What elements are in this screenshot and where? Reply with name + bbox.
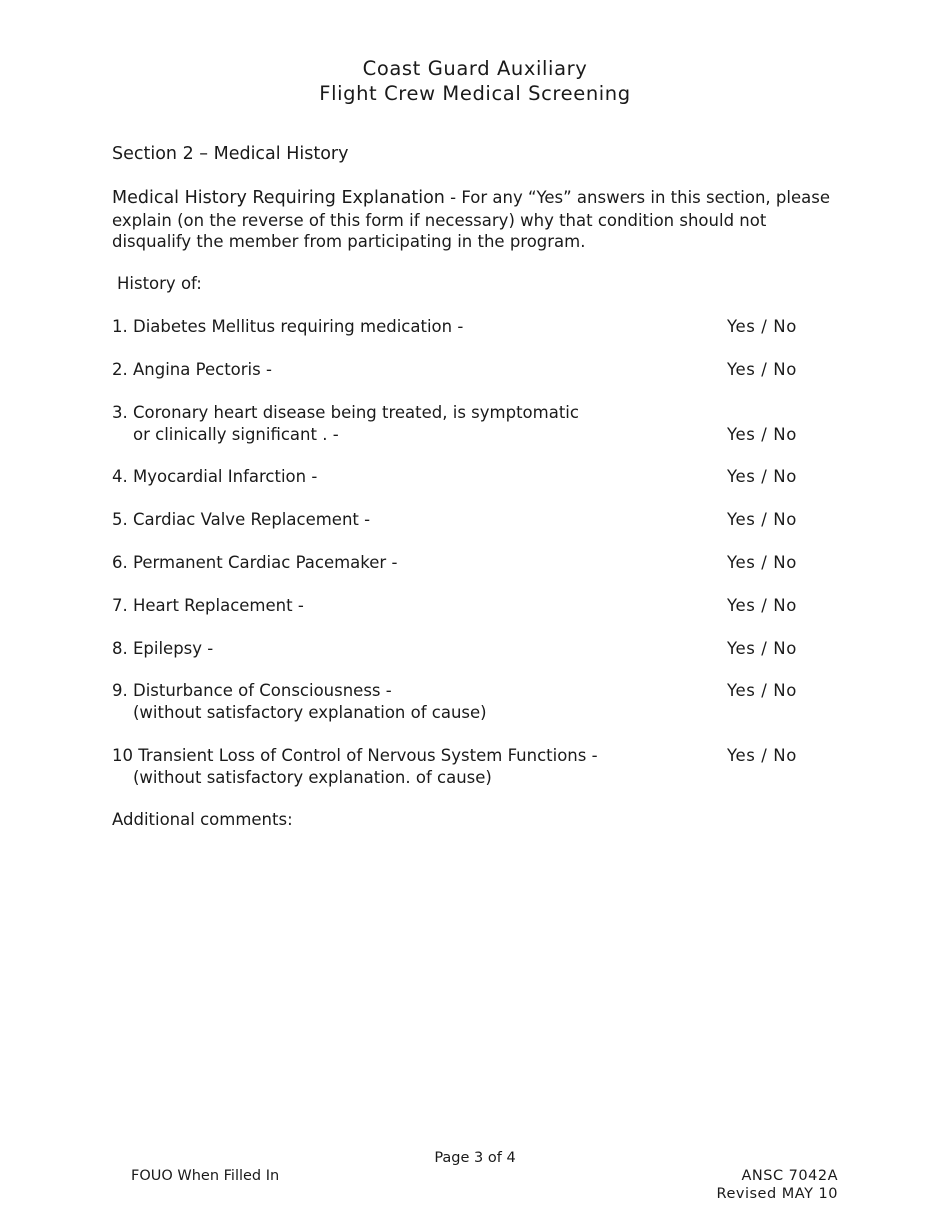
- intro-lead: Medical History Requiring Explanation: [112, 188, 445, 208]
- yes-no-answer[interactable]: Yes / No: [727, 596, 797, 615]
- yes-no-answer[interactable]: Yes / No: [727, 681, 797, 700]
- history-item-8: [112, 638, 812, 660]
- item-text: 9. Disturbance of Consciousness -: [112, 681, 392, 700]
- item-text: 5. Cardiac Valve Replacement -: [112, 510, 371, 529]
- yes-no-answer[interactable]: Yes / No: [727, 639, 797, 658]
- yes-no-answer[interactable]: Yes / No: [727, 746, 797, 765]
- item-text: 3. Coronary heart disease being treated, is symptomatic: [112, 403, 579, 422]
- yes-no-answer[interactable]: Yes / No: [727, 360, 797, 379]
- yes-no-answer[interactable]: Yes / No: [727, 317, 797, 336]
- history-item-7: [112, 595, 812, 617]
- yes-no-answer[interactable]: Yes / No: [727, 553, 797, 572]
- item-text: 1. Diabetes Mellitus requiring medication -: [112, 317, 464, 336]
- form-id: [717, 1167, 838, 1203]
- history-label: History of:: [117, 274, 202, 293]
- history-item-5: [112, 509, 812, 531]
- item-subtext: or clinically significant . -: [133, 424, 339, 444]
- form-title: Flight Crew Medical Screening: [319, 82, 631, 105]
- org-title: Coast Guard Auxiliary: [362, 57, 588, 80]
- revised-date: Revised MAY 10: [716, 1186, 838, 1202]
- item-text: 4. Myocardial Infarction -: [112, 467, 318, 486]
- intro-paragraph: [112, 187, 832, 253]
- history-item-2: [112, 359, 812, 381]
- intro-body: - For any “Yes” answers in this section, please explain (on the reverse of this form if necessary) why that condition should not disqualify the member from participating in the program.: [112, 188, 830, 251]
- history-item-10: [112, 745, 812, 788]
- item-text: 2. Angina Pectoris -: [112, 360, 272, 379]
- item-text: 8. Epilepsy -: [112, 639, 214, 658]
- history-item-1: [112, 316, 812, 338]
- document-header: [0, 56, 950, 106]
- history-item-4: [112, 466, 812, 488]
- yes-no-answer[interactable]: Yes / No: [727, 510, 797, 529]
- history-item-6: [112, 552, 812, 574]
- item-subtext: (without satisfactory explanation of cause): [133, 702, 487, 722]
- yes-no-answer[interactable]: Yes / No: [727, 467, 797, 486]
- yes-no-answer[interactable]: Yes / No: [727, 424, 797, 444]
- section-title: Section 2 – Medical History: [112, 144, 349, 164]
- item-text: 6. Permanent Cardiac Pacemaker -: [112, 553, 398, 572]
- item-text: 7. Heart Replacement -: [112, 596, 304, 615]
- history-item-9: [112, 680, 812, 723]
- form-number: ANSC 7042A: [741, 1168, 838, 1184]
- fouo-notice: FOUO When Filled In: [131, 1168, 280, 1184]
- page-number: Page 3 of 4: [434, 1150, 516, 1166]
- additional-comments-label: Additional comments:: [112, 810, 293, 829]
- item-subtext: (without satisfactory explanation. of cause): [133, 767, 492, 787]
- history-item-3: [112, 402, 812, 445]
- item-text: 10 Transient Loss of Control of Nervous System Functions -: [112, 746, 598, 765]
